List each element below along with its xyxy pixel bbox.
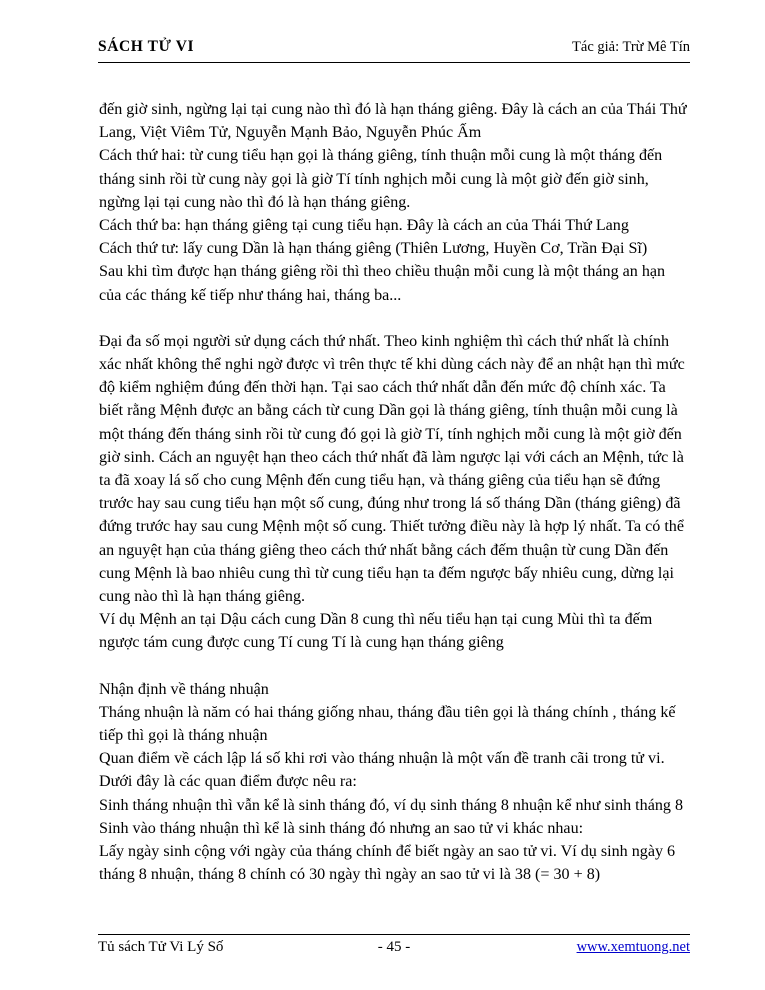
page-number: - 45 -: [377, 939, 411, 955]
body-section-heading: Nhận định về tháng nhuận: [99, 680, 269, 698]
footer-publisher: Tủ sách Tử Vi Lý Số: [98, 939, 224, 955]
page-body: [99, 98, 691, 887]
body-paragraph: đến giờ sinh, ngừng lại tại cung nào thì đó là hạn tháng giêng. Đây là cách an của Thái Thứ Lang, Việt Viêm Tử, Nguyễn Mạnh Bảo, Nguyễn Phúc Ấm: [99, 101, 687, 142]
header-book-title: SÁCH TỬ VI: [98, 38, 195, 55]
header-author: Tác giả: Trừ Mê Tín: [572, 39, 690, 55]
body-paragraph: Sau khi tìm được hạn tháng giêng rồi thì theo chiều thuận mỗi cung là một tháng an hạn của các tháng kế tiếp như tháng hai, tháng ba...: [99, 263, 666, 304]
body-paragraph: Đại đa số mọi người sử dụng cách thứ nhất. Theo kinh nghiệm thì cách thứ nhất là chính xác nhất không thể nghi ngờ được vì trên thực tế khi dùng cách này để an nhật hạn thì mức độ kiểm nghiệm đúng đến thời hạn. Tại sao cách thứ nhất dẫn đến mức độ chính xác. Ta biết rằng Mệnh được an bằng cách từ cung Dần gọi là tháng giêng, tính thuận mỗi cung là một tháng đến tháng sinh rồi từ cung đó gọi là giờ Tí, tính nghịch mỗi cung là một giờ đến giờ sinh. Cách an nguyệt hạn theo cách thứ nhất đã làm ngược lại với cách an Mệnh, tức là ta đã xoay lá số cho cung Mệnh đến cung tiểu hạn, và tháng giêng của tiểu hạn sẽ đứng trước hay sau cung tiểu hạn một số cung, đúng như trong lá số tháng Dần (tháng giêng) đã đứng trước hay sau cung Mệnh một số cung. Thiết tưởng điều này là hợp lý nhất. Ta có thể an nguyệt hạn của tháng giêng theo cách thứ nhất bằng cách đếm thuận từ cung Dần đến cung Mệnh là bao nhiêu cung thì từ cung tiểu hạn ta đếm ngược bấy nhiêu cung, dừng lại cung nào thì là hạn tháng giêng.: [99, 332, 685, 606]
page-footer: [98, 939, 690, 956]
footer-website-link[interactable]: www.xemtuong.net: [576, 939, 690, 955]
header-divider: [98, 62, 690, 63]
body-paragraph: Tháng nhuận là năm có hai tháng giống nhau, tháng đầu tiên gọi là tháng chính , tháng kế tiếp thì gọi là tháng nhuận: [99, 703, 676, 745]
body-paragraph: Quan điểm về cách lập lá số khi rơi vào tháng nhuận là một vấn đề tranh cãi trong tử vi. Dưới đây là các quan điểm được nêu ra:: [99, 750, 665, 791]
body-paragraph: Ví dụ Mệnh an tại Dậu cách cung Dần 8 cung thì nếu tiểu hạn tại cung Mùi thì ta đếm ngược tám cung được cung Tí cung Tí là cung hạn tháng giêng: [99, 611, 653, 652]
body-paragraph: Sinh tháng nhuận thì vẫn kể là sinh tháng đó, ví dụ sinh tháng 8 nhuận kể như sinh tháng 8: [99, 796, 684, 814]
footer-divider: [98, 934, 690, 935]
body-paragraph: Cách thứ tư: lấy cung Dần là hạn tháng giêng (Thiên Lương, Huyền Cơ, Trần Đại Sĩ): [99, 240, 648, 258]
body-paragraph: Cách thứ ba: hạn tháng giêng tại cung tiểu hạn. Đây là cách an của Thái Thứ Lang: [99, 217, 629, 235]
body-paragraph: Sinh vào tháng nhuận thì kể là sinh tháng đó nhưng an sao tử vi khác nhau:: [99, 819, 584, 837]
body-paragraph: Cách thứ hai: từ cung tiểu hạn gọi là tháng giêng, tính thuận mỗi cung là một tháng đến tháng sinh rồi từ cung này gọi là giờ Tí tính nghịch mỗi cung là một giờ đến giờ sinh, ngừng lại tại cung nào thì đó là hạn tháng giêng.: [99, 147, 663, 211]
body-paragraph: Lấy ngày sinh cộng với ngày của tháng chính để biết ngày an sao tử vi. Ví dụ sinh ngày 6 tháng 8 nhuận, tháng 8 chính có 30 ngày thì ngày an sao tử vi là 38 (= 30 + 8): [99, 843, 676, 884]
page-header: [98, 38, 690, 56]
